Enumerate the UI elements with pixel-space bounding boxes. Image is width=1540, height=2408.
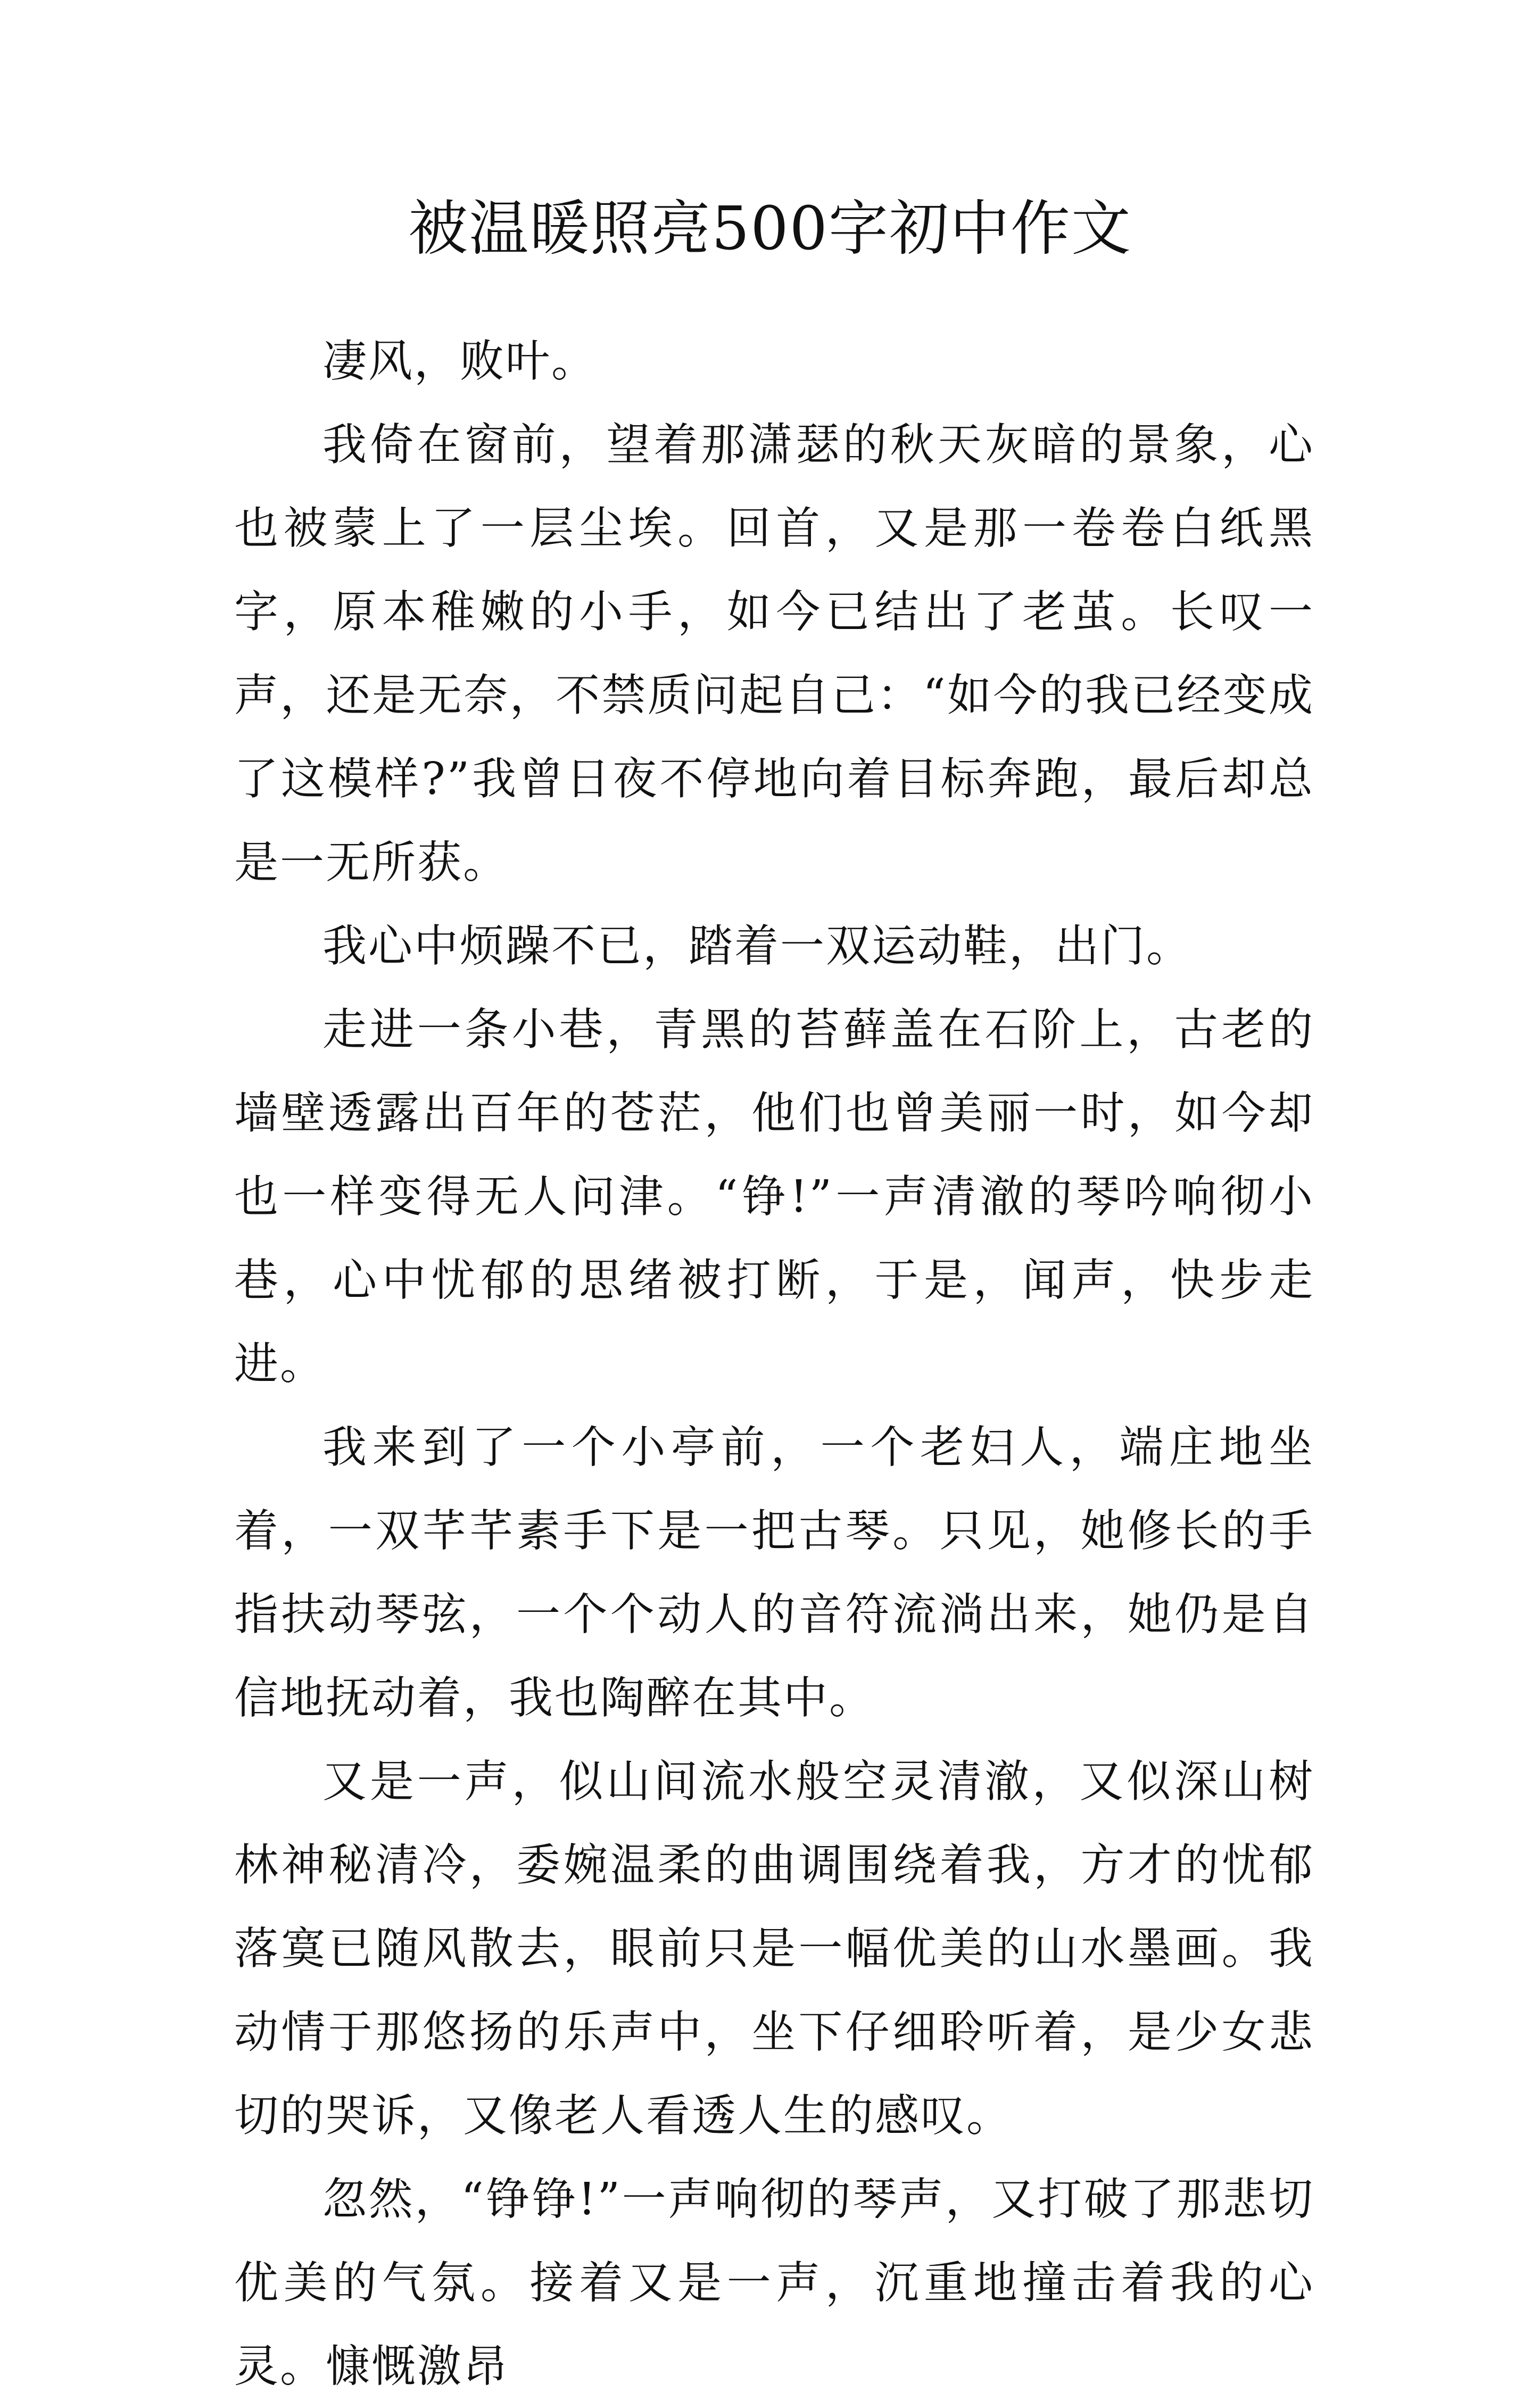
paragraph: 我来到了一个小亭前，一个老妇人，端庄地坐着，一双芊芊素手下是一把古琴。只见，她修长的手指扶动琴弦，一个个动人的音符流淌出来，她仍是自信地抚动着，我也陶醉在其中。 xyxy=(234,1421,1314,1724)
paragraph: 凄风，败叶。 xyxy=(322,335,597,387)
paragraph: 忽然，“铮铮!”一声响彻的琴声，又打破了那悲切优美的气氛。接着又是一声，沉重地撞击着我的心灵。慷慨激昂 xyxy=(234,2173,1314,2392)
document-title: 被温暖照亮500字初中作文 xyxy=(408,194,1132,263)
paragraph: 又是一声，似山间流水般空灵清澈，又似深山树林神秘清冷，委婉温柔的曲调围绕着我，方才的忧郁落寞已随风散去，眼前只是一幅优美的山水墨画。我动情于那悠扬的乐声中，坐下仔细聆听着，是少女悲切的哭诉，又像老人看透人生的感叹。 xyxy=(234,1756,1314,2141)
paragraph: 我倚在窗前，望着那潇瑟的秋天灰暗的景象，心也被蒙上了一层尘埃。回首，又是那一卷卷白纸黑字，原本稚嫩的小手，如今已结出了老茧。长叹一声，还是无奈，不禁质问起自己：“如今的我已经变成了这模样?”我曾日夜不停地向着目标奔跑，最后却总是一无所获。 xyxy=(234,419,1314,888)
paragraph: 走进一条小巷，青黑的苔藓盖在石阶上，古老的墙壁透露出百年的苍茫，他们也曾美丽一时，如今却也一样变得无人问津。“铮!”一声清澈的琴吟响彻小巷，心中忧郁的思绪被打断，于是，闻声，快步走进。 xyxy=(234,1004,1314,1389)
document-body xyxy=(234,319,1314,2408)
paragraph: 我心中烦躁不已，踏着一双运动鞋，出门。 xyxy=(322,920,1192,972)
